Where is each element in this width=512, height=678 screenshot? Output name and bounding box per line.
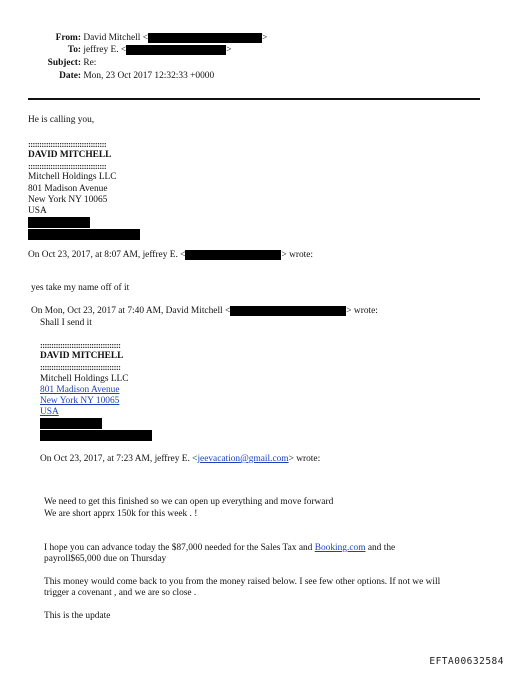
redaction-bar <box>185 250 281 260</box>
signature-company: Mitchell Holdings LLC <box>40 374 129 384</box>
redaction-bar <box>28 217 90 228</box>
quote-attribution-prefix: On Mon, Oct 23, 2017 at 7:40 AM, David Mitchell < <box>31 306 231 317</box>
quote-attribution-suffix: > wrote: <box>281 250 314 261</box>
quote-attribution-suffix: > wrote: <box>288 454 321 464</box>
signature-city: New York NY 10065 <box>28 195 108 205</box>
bates-number: EFTA00632584 <box>429 656 504 668</box>
message-line: We need to get this finished so we can open up everything and move forward <box>44 497 334 507</box>
from-row <box>20 33 267 45</box>
signature-dots-bottom: :::::::::::::::::::::::::::::::::::: <box>40 362 121 372</box>
to-close: > <box>226 45 232 56</box>
redaction-bar <box>148 33 262 43</box>
quote-attribution-prefix: On Oct 23, 2017, at 7:23 AM, jeffrey E. < <box>40 454 198 464</box>
booking-link[interactable]: Booking.com <box>314 543 366 553</box>
subject-value: Re: <box>83 58 97 68</box>
message-line: trigger a covenant , and we are so close . <box>44 588 197 598</box>
signature-country: USA <box>28 206 47 216</box>
quote-body: yes take my name off of it <box>31 283 130 293</box>
message-line: This money would come back to you from the money raised below. I see few other options. If not we will <box>44 577 441 587</box>
redaction-bar <box>230 306 346 316</box>
from-label: From: <box>55 33 81 44</box>
message-text: and the <box>365 543 396 553</box>
header-divider <box>28 98 480 100</box>
to-row <box>20 45 232 57</box>
message-line: payroll$65,000 due on Thursday <box>44 554 167 564</box>
signature-city-link[interactable]: New York NY 10065 <box>40 396 120 406</box>
quote-body: Shall I send it <box>40 318 92 328</box>
signature-dots-bottom: ::::::::::::::::::::::::::::::::::: <box>28 161 107 171</box>
signature-dots-top: ::::::::::::::::::::::::::::::::::: <box>28 139 107 149</box>
to-value: jeffrey E. < <box>83 45 127 56</box>
quote-attribution-suffix: > wrote: <box>346 306 378 317</box>
from-close: > <box>262 33 268 44</box>
redaction-bar <box>40 418 102 429</box>
subject-row <box>20 58 96 70</box>
message-text: I hope you can advance today the $87,000 needed for the Sales Tax and <box>44 543 315 553</box>
sender-email-link[interactable]: jeevacation@gmail.com <box>197 454 289 464</box>
redaction-bar <box>126 45 226 55</box>
date-label: Date: <box>59 71 81 81</box>
redaction-bar <box>40 430 152 441</box>
message-line: We are short apprx 150k for this week . ! <box>44 509 198 519</box>
signature-country-link[interactable]: USA <box>40 407 59 417</box>
quote-attribution-prefix: On Oct 23, 2017, at 8:07 AM, jeffrey E. < <box>28 250 186 261</box>
signature-street: 801 Madison Avenue <box>28 184 108 194</box>
signature-street-link[interactable]: 801 Madison Avenue <box>40 385 120 395</box>
message-line: This is the update <box>44 611 111 621</box>
signature-name: DAVID MITCHELL <box>28 150 112 160</box>
redaction-bar <box>28 229 140 240</box>
from-value: David Mitchell < <box>83 33 148 44</box>
date-value: Mon, 23 Oct 2017 12:32:33 +0000 <box>83 71 215 81</box>
message-line <box>44 543 395 555</box>
reply-body: He is calling you, <box>28 115 95 125</box>
to-label: To: <box>67 45 81 56</box>
quote-attribution <box>28 250 313 262</box>
date-row <box>20 71 214 83</box>
quote-attribution <box>40 454 320 466</box>
quote-attribution <box>31 306 378 318</box>
signature-company: Mitchell Holdings LLC <box>28 172 117 182</box>
subject-label: Subject: <box>47 58 81 68</box>
signature-dots-top: :::::::::::::::::::::::::::::::::::: <box>40 340 121 350</box>
signature-name: DAVID MITCHELL <box>40 351 124 361</box>
